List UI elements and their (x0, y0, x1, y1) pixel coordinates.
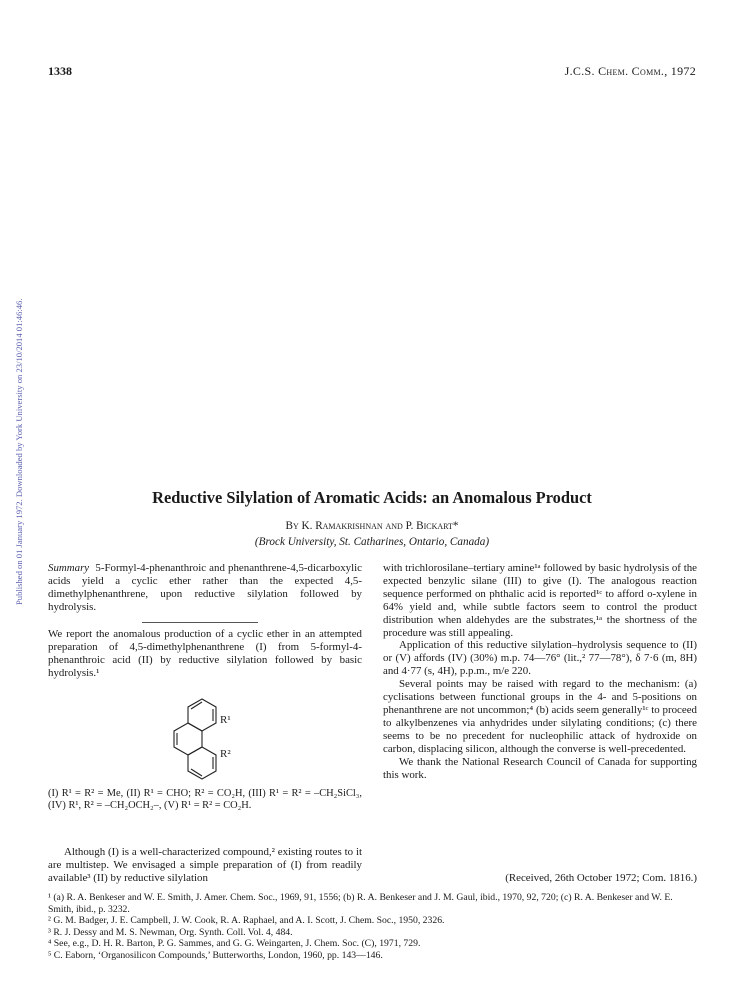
lower-ring (188, 747, 216, 779)
references (48, 892, 698, 962)
acknowledgement: We thank the National Research Council of Canada for supporting this work. (383, 755, 697, 781)
affiliation: (Brock University, St. Catharines, Ontario, Canada) (254, 536, 490, 548)
right-paragraph-3: Several points may be raised with regard to the mechanism: (a) cyclisations between functional groups in the 4- and 5-positions on phenanthrene are not uncommon;⁴ (b) acids seem generally¹ᶜ to proceed to alkylbenzenes via anhydrides under silylating conditions; (c) there seems to be no precedent for nucleophilic attack of hydroxide on carbon, displacing silicon, although the converse is well-precedented. (383, 678, 697, 755)
page-number: 1338 (48, 64, 72, 78)
author-line: By K. Ramakrishnan and P. Bickart* (285, 520, 459, 532)
download-notice[interactable] (3, 215, 24, 605)
right-paragraph-2: Application of this reductive silylation–hydrolysis sequence to (II) or (V) affords (IV) (30%) m.p. 74—76° (lit.,² 77—78°), δ 7·6 (m, 8H) and 4·77 (s, 4H), p.p.m., m/e 220. (383, 639, 697, 678)
summary-divider (142, 622, 258, 623)
middle-ring (174, 723, 202, 755)
reference-4: ⁴ See, e.g., D. H. R. Barton, P. G. Sammes, and G. G. Weingarten, J. Chem. Soc. (C), 1971, 729. (48, 938, 421, 950)
r2-label: R² (220, 748, 231, 760)
reference-5: ⁵ C. Eaborn, ‘Organosilicon Compounds,’ Butterworths, London, 1960, pp. 143—146. (48, 949, 383, 961)
body-paragraph-2: Although (I) is a well-characterized compound,² existing routes to it are multistep. We envisaged a simple preparation of (I) from readily available³ (II) by reductive silylation (48, 846, 362, 884)
upper-ring (188, 699, 216, 731)
right-column (383, 562, 697, 781)
body-paragraph-1 (48, 628, 362, 680)
r1-label: R¹ (220, 714, 231, 726)
right-paragraph-1: with trichlorosilane–tertiary amine¹ᵃ followed by basic hydrolysis of the expected benzylic silane (III) to give (I). The analogous reaction sequence performed on phthalic acid is reported¹ᶜ to afford o-xylene in 64% yield and, while subtle factors seem to control the product distribution when aldehydes are the substrates,¹ᵃ the shortness of the procedure was still appealing. (383, 562, 697, 639)
journal-header: J.C.S. Chem. Comm., 1972 (564, 64, 696, 78)
article-title: Reductive Silylation of Aromatic Acids: an Anomalous Product (152, 488, 592, 507)
download-notice-text: Published on 01 January 1972. Downloaded by York University on 23/10/2014 01:46:46. (14, 298, 24, 605)
reference-1: ¹ (a) R. A. Benkeser and W. E. Smith, J. Amer. Chem. Soc., 1969, 91, 1556; (b) R. A. Benkeser and J. M. Gaul, ibid., 1970, 92, 720; (c) R. A. Benkeser and W. E. Smith, ibid., p. 3232. (48, 892, 673, 915)
reference-3: ³ R. J. Dessy and M. S. Newman, Org. Synth. Coll. Vol. 4, 484. (48, 926, 293, 938)
summary-text: 5-Formyl-4-phenanthroic and phenanthrene-4,5-dicarboxylic acids yield a cyclic ether rather than the expected 4,5-dimethylphenanthrene, upon reductive silylation followed by hydrolysis. (48, 562, 362, 613)
reference-2: ² G. M. Badger, J. E. Campbell, J. W. Cook, R. A. Raphael, and A. I. Scott, J. Chem. Soc., 1950, 2326. (48, 915, 445, 927)
summary-label: Summary (48, 562, 90, 574)
summary-block (48, 562, 362, 614)
received-date: (Received, 26th October 1972; Com. 1816.) (505, 872, 697, 884)
compound-caption: (I) R¹ = R² = Me, (II) R¹ = CHO; R² = CO₂H, (III) R¹ = R² = –CH₂SiCl₃, (IV) R¹, R² = –CH₂OCH₂–, (V) R¹ = R² = CO₂H. (48, 788, 362, 812)
intro-paragraph: We report the anomalous production of a cyclic ether in an attempted preparation of 4,5-dimethylphenanthrene (I) from 5-formyl-4-phenanthroic acid (II) by reductive silylation followed by basic hydrolysis.¹ (48, 628, 362, 679)
